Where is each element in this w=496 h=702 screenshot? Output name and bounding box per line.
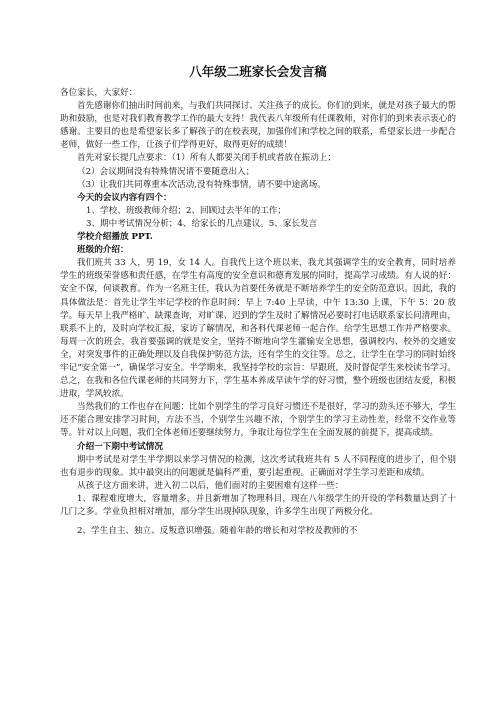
school-intro: 学校介绍播放 PPT. [77, 232, 153, 243]
grade8-problems-intro: 从孩子这方面来讲，进入初二以后，他们面对的主要困难有这样一些： [77, 480, 344, 491]
midterm-heading: 介绍一下期中考试情况 [77, 441, 163, 452]
greeting: 各位家长，大家好： [60, 88, 138, 98]
request-1: 首先对家长提几点要求：（1）所有人都要关闭手机或者放在振动上； [77, 153, 336, 164]
agenda-line-1: 1、学校、班级教师介绍；2、回顾过去半年的工作； [86, 205, 286, 216]
intro-paragraph: 首先感谢你们抽出时间前来，与我们共同探讨、关注孩子的成长。你们的到来，就是对孩子最大的帮助和鼓励，也是对我们教育教学工作的最大支持！我代表八年级所有任课教师，对你们的到来表示衷心的感谢。主要目的也是希望家长多了解孩子的在校表现，加强你们和学校之间的联系，希望家长进一步配合老师，做好一些工作，让孩子们学得更好，取得更好的成绩！ [60, 101, 456, 151]
problem-item-1: 1、课程难度增大，容量增多，并且新增加了物理科目，现在八年级学生的开设的学科数量达到了十几门之多。学业负担相对增加，部分学生出现掉队现象，许多学生出现了两极分化。 [60, 493, 456, 517]
class-intro-heading: 班级的介绍： [77, 245, 129, 256]
agenda-line-2: 3、期中考试情况分析；4、给家长的几点建议。5、家长发言 [86, 218, 318, 229]
class-problems-paragraph: 当然我们的工作也存在问题：比如个别学生的学习良好习惯还不是很好，学习的劲头还不够大，学生还不能合理安排学习时间，方法不当，个别学生兴趣不浓，个别学生的学习主动性差，经常不交作业等等。针对以上问题，我们全体老师还要继续努力，争取让每位学生在全面发展的前提下，提高成绩。 [60, 402, 456, 439]
class-intro-paragraph: 我们班共 33 人，男 19，女 14 人。自我代上这个班以来，我尤其强调学生的安全教育，同时培养学生的班级荣誉感和责任感，在学生有高度的安全意识和德育发展的同时，提高学习成绩。有人说的好：安全不保，何谈教育。作为一名班主任，我认为首要任务就是不断培养学生的安全防范意识。因此，我的具体做法是：首先让学生牢记学校的作息时间：早上 7:40 上早读，中午 13:30 上课，下午 5：20 放学。每天早上我严格旷、缺课查询，对旷课、迟到的学生及时了解情况必要时打电话联系家长问清理由，联系不上的，及时向学校汇报，家访了解情况，和各科代课老师一起合作。给学生思想工作并严格要求。每周一次的班会，我首要强调的就是安全，坚持不断地向学生灌输安全思想，强调校内、校外的交通安全，对突发事件的正确处理以及自我保护防范方法，还有学生的交往等。总之，让学生在学习的同时始终牢记“安全第一”，确保学习安全。半学期来，我坚持学校的宗旨：早跟班，及时督促学生来校读书学习。总之，在我和各位代课老师的共同努力下，学生基本养成早读午学的好习惯，整个班级也团结友爱，积极进取，学风较浓。 [60, 258, 456, 400]
request-3: （3）让我们共同尊重本次活动,没有特殊事情，请不要中途离场。 [77, 179, 326, 190]
agenda-heading: 今天的会议内容有四个： [77, 192, 172, 203]
page-title: 八年级二班家长会发言稿 [189, 64, 327, 79]
midterm-paragraph: 期中考试是对学生半学期以来学习情况的检测，这次考试我班共有 5 人不同程度的进步了，但个别也有退步的现象。其中最突出的问题就是偏科严重，要引起重视。正确面对学生学习差距和成绩。 [60, 454, 456, 478]
problem-item-2: 2、学生自主、独立、反叛意识增强。随着年龄的增长和对学校及教师的不 [77, 526, 358, 537]
request-2: （2）会议期间没有特殊情况请不要随意出入； [77, 166, 255, 177]
